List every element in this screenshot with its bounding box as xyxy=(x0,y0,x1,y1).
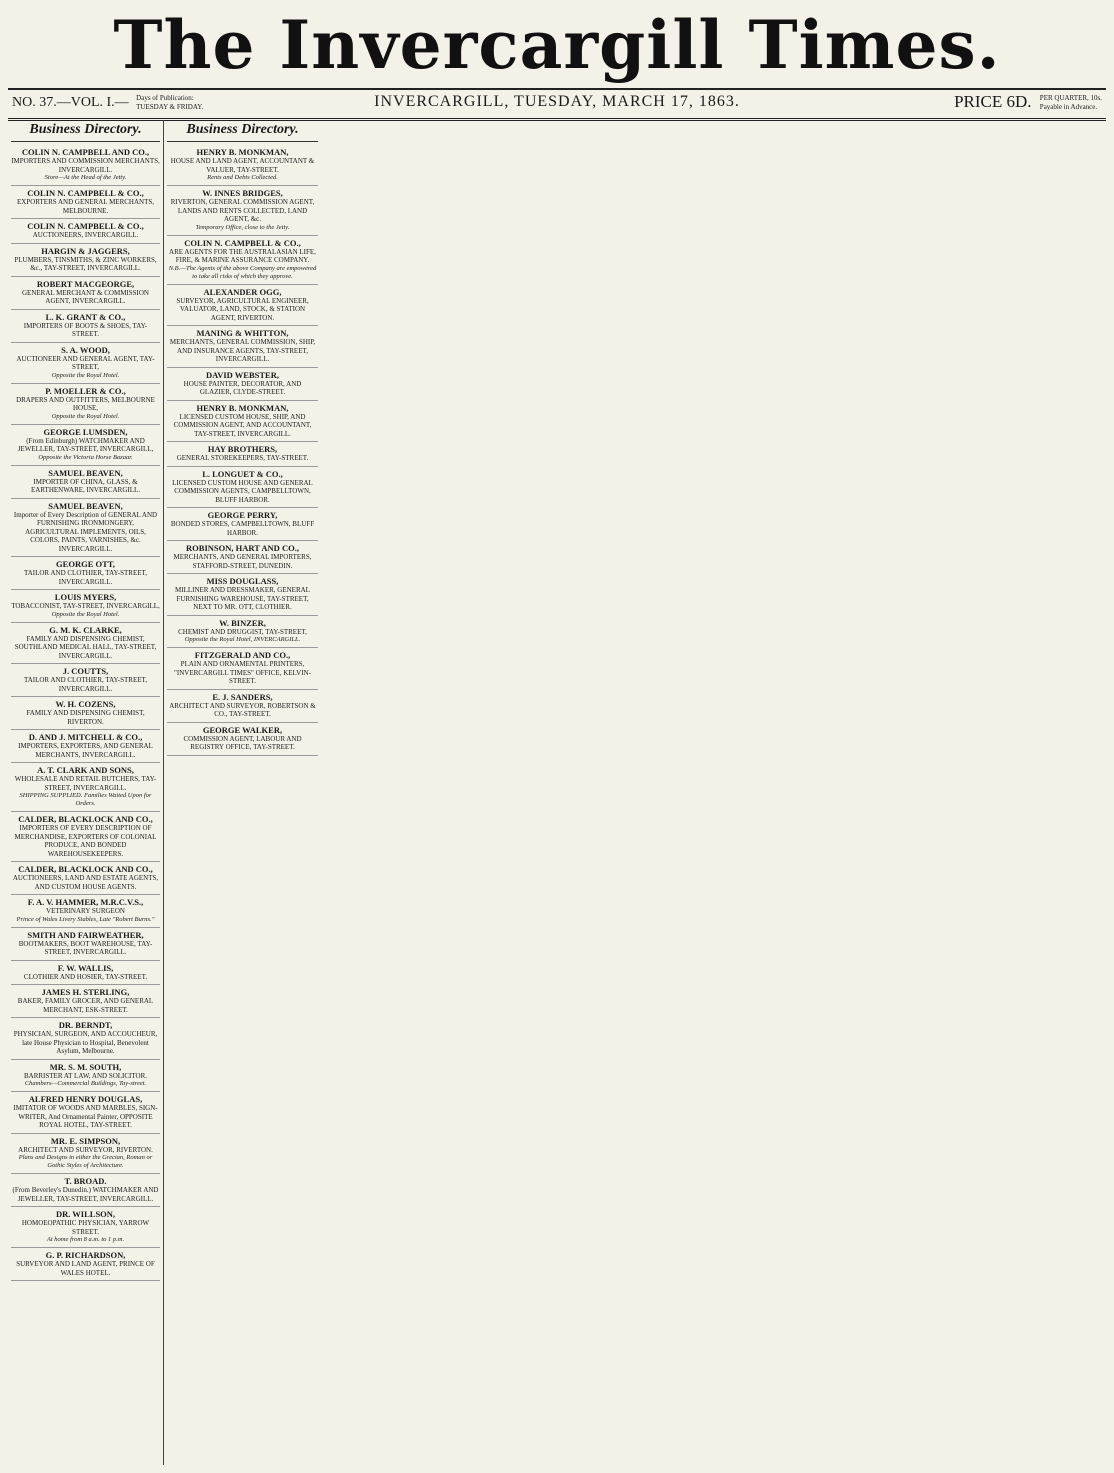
ad-title: L. LONGUET & CO., xyxy=(202,468,283,479)
advertisement xyxy=(167,401,318,443)
ad-note: Plans and Designs in either the Grecian, Roman or Gothic Styles of Architecture. xyxy=(18,1154,153,1169)
ad-title: P. MOELLER & CO., xyxy=(45,385,126,396)
advertisement xyxy=(11,1207,160,1248)
advertisement xyxy=(11,219,160,244)
ad-title: JAMES H. STERLING, xyxy=(41,987,130,997)
ad-title: T. BROAD. xyxy=(64,1176,107,1186)
price-terms xyxy=(1040,94,1102,112)
ad-text: (From Edinburgh) WATCHMAKER AND JEWELLER, TAY-STREET, INVERCARGILL, xyxy=(17,436,154,453)
advertisement xyxy=(11,310,160,343)
advertisement xyxy=(11,186,160,219)
ad-title: LOUIS MYERS, xyxy=(54,592,117,602)
ad-title: ROBINSON, HART AND CO., xyxy=(186,543,299,553)
ad-note: SHIPPING SUPPLIED. Families Waited Upon for Orders. xyxy=(19,792,152,807)
ad-text: SURVEYOR, AGRICULTURAL ENGINEER, VALUATOR, LAND, STOCK, & STATION AGENT, RIVERTON. xyxy=(176,296,309,322)
ad-text: MERCHANTS, GENERAL COMMISSION, SHIP, AND INSURANCE AGENTS, TAY-STREET, INVERCARGILL. xyxy=(169,338,316,363)
masthead xyxy=(8,4,1106,86)
advertisement xyxy=(11,1248,160,1281)
advertisement xyxy=(167,145,318,186)
advertisement xyxy=(11,730,160,763)
ad-title: F. A. V. HAMMER, M.R.C.V.S., xyxy=(27,897,144,907)
advertisement xyxy=(11,763,160,812)
advertisement xyxy=(167,236,318,285)
ad-title: G. M. K. CLARKE, xyxy=(49,624,122,635)
ad-text: CHEMIST AND DRUGGIST, TAY-STREET, xyxy=(178,627,307,636)
ad-title: HARGIN & JAGGERS, xyxy=(41,245,130,256)
ad-text: MILLINER AND DRESSMAKER, GENERAL FURNISHING WAREHOUSE, TAY-STREET, NEXT TO MR. OTT, CLOTHIER. xyxy=(175,586,310,611)
ad-note: Opposite the Royal Hotel. xyxy=(51,371,120,379)
ad-text: PHYSICIAN, SURGEON, AND ACCOUCHEUR, late House Physician to Hospital, Benevolent Asylum, Melbourne. xyxy=(13,1030,158,1055)
advertisement xyxy=(11,384,160,425)
ad-text: FAMILY AND DISPENSING CHEMIST, RIVERTON. xyxy=(26,709,145,726)
ad-title: W. H. COZENS, xyxy=(55,699,116,709)
advertisement xyxy=(167,648,318,690)
ad-note: Temporary Office, close to the Jetty. xyxy=(195,223,290,231)
ad-title: E. J. SANDERS, xyxy=(212,691,273,702)
ad-title: ALFRED HENRY DOUGLAS, xyxy=(28,1094,143,1104)
ad-text: BOOTMAKERS, BOOT WAREHOUSE, TAY-STREET, INVERCARGILL. xyxy=(18,939,153,956)
ad-title: CALDER, BLACKLOCK AND CO., xyxy=(18,864,153,874)
ad-text: EXPORTERS AND GENERAL MERCHANTS, MELBOURNE. xyxy=(17,198,154,215)
ad-text: RIVERTON, GENERAL COMMISSION AGENT, LANDS AND RENTS COLLECTED, LAND AGENT, &c. xyxy=(170,198,315,223)
advertisement xyxy=(167,508,318,541)
advertisement xyxy=(11,664,160,697)
advertisement xyxy=(11,145,160,186)
ad-title: MISS DOUGLASS, xyxy=(206,576,279,586)
ad-text: TAILOR AND CLOTHIER, TAY-STREET, INVERCARGILL. xyxy=(24,676,147,693)
ad-title: S. A. WOOD, xyxy=(61,344,110,355)
ad-title: HAY BROTHERS, xyxy=(207,444,278,454)
ad-title: DAVID WEBSTER, xyxy=(206,369,279,380)
ad-text: AUCTIONEERS, INVERCARGILL. xyxy=(32,231,139,239)
ad-title: G. P. RICHARDSON, xyxy=(45,1250,126,1260)
issue-info-bar xyxy=(8,88,1106,121)
ad-text: BARRISTER AT LAW, AND SOLICITOR. xyxy=(24,1071,147,1080)
ad-text: TAILOR AND CLOTHIER, TAY-STREET, INVERCARGILL. xyxy=(24,569,147,586)
advertisement xyxy=(167,467,318,509)
ad-title: CALDER, BLACKLOCK AND CO., xyxy=(18,814,153,824)
ad-text: LICENSED CUSTOM HOUSE, SHIP, AND COMMISSION AGENT, AND ACCOUNTANT, TAY-STREET, INVERCARGILL. xyxy=(173,412,312,438)
ad-title: SAMUEL BEAVEN, xyxy=(48,467,123,478)
ad-text: IMPORTERS OF BOOTS & SHOES, TAY-STREET. xyxy=(23,321,148,338)
ad-text: MERCHANTS, AND GENERAL IMPORTERS, STAFFORD-STREET, DUNEDIN. xyxy=(173,553,312,570)
ad-text: GENERAL MERCHANT & COMMISSION AGENT, INVERCARGILL. xyxy=(22,288,149,305)
ad-title: W. INNES BRIDGES, xyxy=(202,188,283,198)
terms-line-1: PER QUARTER, 10s. xyxy=(1039,94,1102,103)
ad-title: MR. E. SIMPSON, xyxy=(50,1135,121,1146)
ad-title: SMITH AND FAIRWEATHER, xyxy=(27,929,144,940)
advertisement xyxy=(11,623,160,665)
ad-title: COLIN N. CAMPBELL & CO., xyxy=(27,221,144,231)
advertisement xyxy=(11,1134,160,1175)
advertisement xyxy=(11,895,160,928)
ad-text: IMPORTERS AND COMMISSION MERCHANTS, INVERCARGILL. xyxy=(11,157,160,174)
ad-title: FITZGERALD AND CO., xyxy=(194,650,291,660)
ad-text: BONDED STORES, CAMPBELLTOWN, BLUFF HARBOR. xyxy=(170,520,315,537)
days-value: TUESDAY & FRIDAY. xyxy=(136,103,204,111)
ad-title: D. AND J. MITCHELL & CO., xyxy=(28,732,143,742)
advertisement xyxy=(11,1018,160,1060)
masthead-title: The Invercargill Times. xyxy=(113,6,1001,84)
advertisement xyxy=(11,812,160,862)
ad-list xyxy=(167,145,318,756)
ad-text: LICENSED CUSTOM HOUSE AND GENERAL COMMISSION AGENTS, CAMPBELLTOWN, BLUFF HARBOR. xyxy=(172,478,313,504)
advertisement xyxy=(167,574,318,616)
ad-text: IMPORTERS OF EVERY DESCRIPTION OF MERCHANDISE, EXPORTERS OF COLONIAL PRODUCE, AND BONDED WAREHOUSEKEEPERS. xyxy=(14,824,157,858)
ad-text: AUCTIONEERS, LAND AND ESTATE AGENTS, AND CUSTOM HOUSE AGENTS. xyxy=(12,874,159,891)
advertisement xyxy=(167,285,318,327)
advertisement xyxy=(11,244,160,277)
ad-text: PLUMBERS, TINSMITHS, & ZINC WORKERS, &c., TAY-STREET, INVERCARGILL. xyxy=(14,255,157,272)
ad-title: L. K. GRANT & CO., xyxy=(45,311,126,322)
ad-text: WHOLESALE AND RETAIL BUTCHERS, TAY-STREET, INVERCARGILL. xyxy=(14,775,157,792)
advertisement xyxy=(11,862,160,895)
issue-number: NO. 37.—VOL. I.— xyxy=(12,95,129,111)
terms-line-2: Payable in Advance. xyxy=(1039,103,1098,112)
ad-title: COLIN N. CAMPBELL AND CO., xyxy=(21,147,150,157)
ad-note: Prince of Wales Livery Stables, Late "Robert Burns." xyxy=(16,915,155,923)
days-label: Days of Publication: xyxy=(136,94,194,102)
ad-text: CLOTHIER AND HOSIER, TAY-STREET. xyxy=(23,972,148,981)
advertisement xyxy=(11,961,160,986)
section-header: Business Directory. xyxy=(11,120,160,142)
ad-text: IMPORTER OF CHINA, GLASS, & EARTHENWARE, INVERCARGILL. xyxy=(30,477,141,494)
ad-note: Opposite the Royal Hotel. xyxy=(51,610,120,618)
ad-title: DR. WILLSON, xyxy=(55,1209,116,1219)
column-2 xyxy=(164,120,321,1465)
ad-title: HENRY B. MONKMAN, xyxy=(196,147,289,157)
ad-title: MANING & WHITTON, xyxy=(196,328,289,338)
ad-note: Opposite the Royal Hotel. xyxy=(51,412,120,420)
advertisement xyxy=(11,928,160,961)
ad-title: J. COUTTS, xyxy=(62,666,109,676)
ad-text: HOMOEOPATHIC PHYSICIAN, YARROW STREET. xyxy=(21,1219,150,1236)
ad-note: Rents and Debts Collected. xyxy=(207,174,278,181)
ad-text: AUCTIONEER AND GENERAL AGENT, TAY-STREET, xyxy=(16,354,155,371)
ad-text: ARCHITECT AND SURVEYOR, RIVERTON. xyxy=(18,1145,153,1154)
ad-list xyxy=(11,145,160,1281)
ad-title: A. T. CLARK AND SONS, xyxy=(37,765,134,775)
ad-title: HENRY B. MONKMAN, xyxy=(196,402,289,413)
ad-title: F. W. WALLIS, xyxy=(57,962,114,973)
advertisement xyxy=(167,723,318,756)
ad-note: Store—At the Head of the Jetty. xyxy=(44,174,127,181)
advertisement xyxy=(167,326,318,368)
ad-text: (From Beverley's Dunedin.) WATCHMAKER AND JEWELLER, TAY-STREET, INVERCARGILL. xyxy=(12,1186,159,1203)
advertisement xyxy=(167,442,318,467)
section-header: Business Directory. xyxy=(167,120,318,142)
advertisement xyxy=(11,1174,160,1207)
ad-title: GEORGE OTT, xyxy=(56,559,115,569)
advertisement xyxy=(11,425,160,466)
advertisement xyxy=(167,186,318,236)
advertisement xyxy=(11,499,160,558)
advertisement xyxy=(11,697,160,730)
ad-text: Importer of Every Description of GENERAL AND FURNISHING IRONMONGERY, AGRICULTURAL IMPLEMENTS, OILS, COLORS, PAINTS, VARNISHES, &c. INVERCARGILL. xyxy=(13,510,158,553)
ad-text: HOUSE PAINTER, DECORATOR, AND GLAZIER, CLYDE-STREET. xyxy=(183,379,302,396)
advertisement xyxy=(11,466,160,499)
ad-text: SURVEYOR AND LAND AGENT, PRINCE OF WALES HOTEL. xyxy=(16,1260,155,1277)
ad-title: SAMUEL BEAVEN, xyxy=(48,500,123,511)
advertisement xyxy=(11,343,160,384)
advertisement xyxy=(11,277,160,310)
ad-title: GEORGE LUMSDEN, xyxy=(43,426,128,437)
ad-text: ARE AGENTS FOR THE AUSTRALASIAN LIFE, FIRE, & MARINE ASSURANCE COMPANY. xyxy=(169,247,316,264)
advertisement xyxy=(167,368,318,401)
ad-note: N.B.—The Agents of the above Company are empowered to take all risks of which they approve. xyxy=(168,264,317,280)
ad-text: PLAIN AND ORNAMENTAL PRINTERS, "INVERCARGILL TIMES" OFFICE, KELVIN-STREET. xyxy=(174,660,311,685)
ad-text: ARCHITECT AND SURVEYOR, ROBERTSON & CO., TAY-STREET. xyxy=(169,701,316,718)
ad-text: VETERINARY SURGEON xyxy=(46,907,125,915)
advertisement xyxy=(167,690,318,723)
ad-note: Chambers—Commercial Buildings, Tay-street. xyxy=(24,1080,147,1087)
ad-text: IMITATOR OF WOODS AND MARBLES, SIGN-WRITER, And Ornamental Painter, OPPOSITE ROYAL HOTEL, TAY-STREET. xyxy=(13,1104,158,1129)
columns xyxy=(8,120,1106,1465)
ad-title: ALEXANDER OGG, xyxy=(203,286,282,297)
ad-title: W. BINZER, xyxy=(219,617,266,628)
ad-text: TOBACCONIST, TAY-STREET, INVERCARGILL, xyxy=(11,602,160,610)
advertisement xyxy=(167,541,318,574)
price: PRICE 6D. xyxy=(954,92,1032,111)
ad-text: FAMILY AND DISPENSING CHEMIST, SOUTHLAND MEDICAL HALL, TAY-STREET, INVERCARGILL. xyxy=(14,634,157,660)
ad-title: COLIN N. CAMPBELL & CO., xyxy=(27,188,144,198)
ad-title: COLIN N. CAMPBELL & CO., xyxy=(184,237,301,248)
ad-title: MR. S. M. SOUTH, xyxy=(49,1061,122,1072)
ad-text: GENERAL STOREKEEPERS, TAY-STREET. xyxy=(176,454,309,462)
ad-title: DR. BERNDT, xyxy=(58,1020,113,1030)
column-1 xyxy=(8,120,164,1465)
place-date: INVERCARGILL, TUESDAY, MARCH 17, 1863. xyxy=(374,93,740,110)
ad-text: DRAPERS AND OUTFITTERS, MELBOURNE HOUSE, xyxy=(16,395,155,412)
advertisement xyxy=(11,1060,160,1093)
price-block xyxy=(954,92,1102,112)
ad-text: IMPORTERS, EXPORTERS, AND GENERAL MERCHANTS, INVERCARGILL. xyxy=(18,742,153,759)
ad-title: GEORGE PERRY, xyxy=(207,510,278,520)
advertisement xyxy=(11,1092,160,1134)
advertisement xyxy=(11,590,160,623)
ad-text: HOUSE AND LAND AGENT, ACCOUNTANT & VALUER, TAY-STREET. xyxy=(170,157,315,174)
ad-text: BAKER, FAMILY GROCER, AND GENERAL MERCHANT, ESK-STREET. xyxy=(17,997,154,1014)
ad-text: COMMISSION AGENT, LABOUR AND REGISTRY OFFICE, TAY-STREET. xyxy=(183,734,302,751)
ad-note: Opposite the Victoria Horse Bazaar. xyxy=(38,453,133,461)
ad-note: At home from 8 a.m. to 1 p.m. xyxy=(46,1236,125,1243)
advertisement xyxy=(167,616,318,649)
ad-note: Opposite the Royal Hotel, INVERCARGILL. xyxy=(184,636,301,643)
ad-title: GEORGE WALKER, xyxy=(202,724,283,735)
advertisement xyxy=(11,985,160,1018)
ad-title: ROBERT MACGEORGE, xyxy=(36,278,135,289)
advertisement xyxy=(11,557,160,590)
